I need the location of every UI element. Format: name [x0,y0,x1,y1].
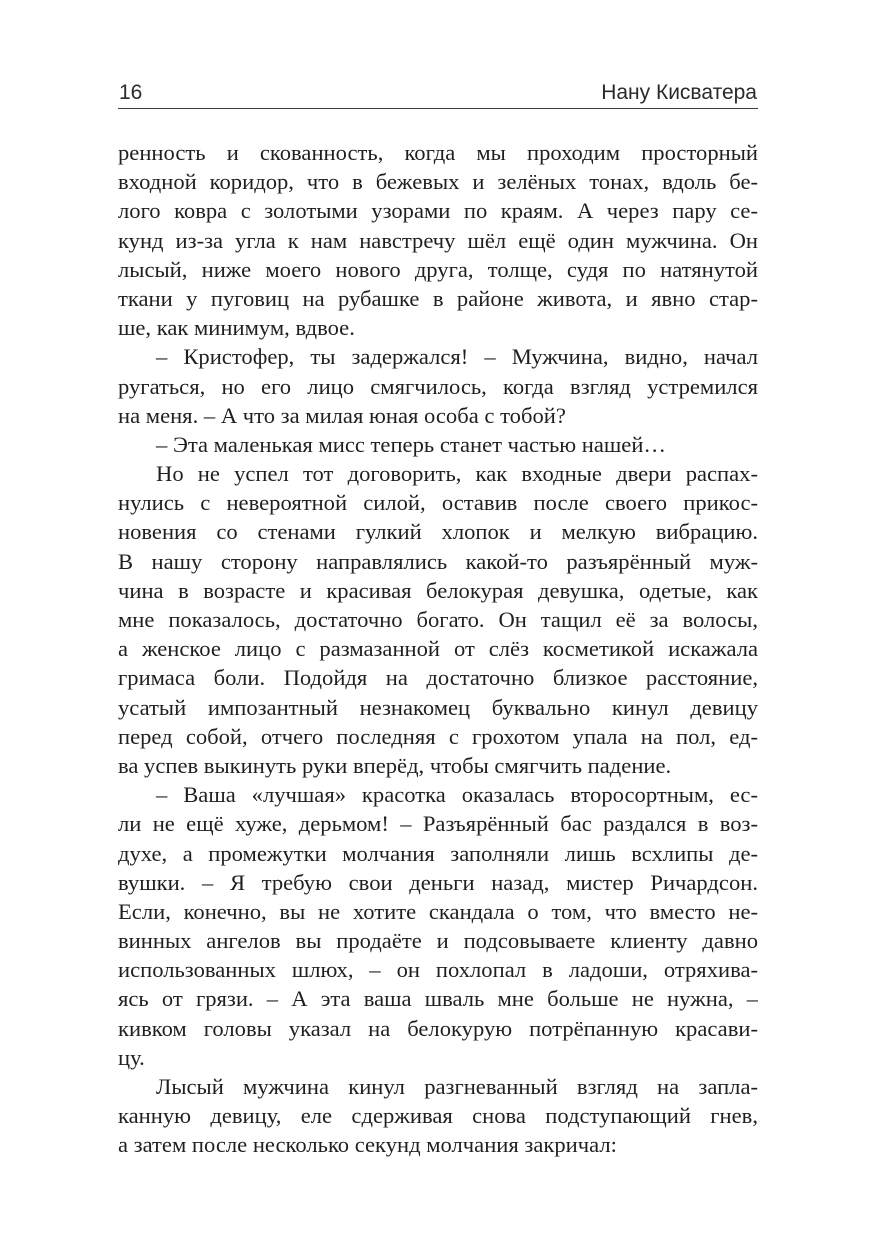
text-line: винных ангелов вы продаёте и подсовываете клиенту давно [118,928,758,954]
text-line: ясь от грязи. – А эта ваша шваль мне больше не нужна, – [118,986,758,1012]
text-line: на меня. – А что за милая юная особа с тобой? [118,402,566,428]
text-line: духе, а промежутки молчания заполняли лишь всхлипы де- [118,840,758,866]
text-line: новения со стенами гулкий хлопок и мелкую вибрацию. [118,519,758,545]
page-number: 16 [119,81,143,104]
text-line: Но не успел тот договорить, как входные двери распах- [156,461,758,487]
text-line: мне показалось, достаточно богато. Он тащил её за волосы, [118,607,758,632]
text-line: – Ваша «лучшая» красотка оказалась второсортным, ес- [156,782,758,808]
text-line: ва успев выкинуть руки вперёд, чтобы смягчить падение. [118,752,672,778]
text-line: – Кристофер, ты задержался! – Мужчина, видно, начал [156,344,758,370]
text-line: перед собой, отчего последняя с грохотом упала на пол, ед- [118,723,758,749]
text-line: ткани у пуговиц на рубашке в районе живота, и явно стар- [118,285,758,311]
text-line: ше, как минимум, вдвое. [118,315,355,341]
page-header [118,76,758,109]
text-line: цу. [118,1044,145,1070]
running-title: Нану Кисватера [601,81,757,104]
body-text [118,138,758,1160]
text-line: ренность и скованность, когда мы проходим просторный [118,140,758,165]
text-line: канную девицу, еле сдерживая снова подступающий гнев, [118,1103,758,1129]
text-line: а женское лицо с размазанной от слёз косметикой искажала [118,636,758,662]
text-line: чина в возрасте и красивая белокурая девушка, одетые, как [118,577,758,603]
text-line: лого ковра с золотыми узорами по краям. А через пару се- [118,198,758,224]
text-line: Если, конечно, вы не хотите скандала о том, что вместо не- [118,898,758,924]
text-line: вушки. – Я требую свои деньги назад, мистер Ричардсон. [118,869,758,895]
text-line: ли не ещё хуже, дерьмом! – Разъярённый бас раздался в воз- [118,811,758,837]
text-line: нулись с невероятной силой, оставив после своего прикос- [118,490,758,516]
text-line: усатый импозантный незнакомец буквально кинул девицу [118,694,758,720]
text-line: – Эта маленькая мисс теперь станет частью нашей… [156,431,667,457]
text-line: кунд из-за угла к нам навстречу шёл ещё один мужчина. Он [118,227,758,253]
text-line: гримаса боли. Подойдя на достаточно близкое расстояние, [118,665,758,691]
text-line: использованных шлюх, – он похлопал в ладоши, отряхива- [118,957,758,983]
text-line: кивком головы указал на белокурую потрёпанную красави- [118,1015,758,1041]
text-line: ругаться, но его лицо смягчилось, когда взгляд устремился [118,373,758,399]
text-line: В нашу сторону направлялись какой-то разъярённый муж- [118,548,758,574]
text-line: входной коридор, что в бежевых и зелёных тонах, вдоль бе- [118,169,758,195]
text-line: лысый, ниже моего нового друга, толще, судя по натянутой [118,256,758,282]
text-line: Лысый мужчина кинул разгневанный взгляд на запла- [156,1074,758,1099]
text-line: а затем после несколько секунд молчания закричал: [118,1132,617,1158]
